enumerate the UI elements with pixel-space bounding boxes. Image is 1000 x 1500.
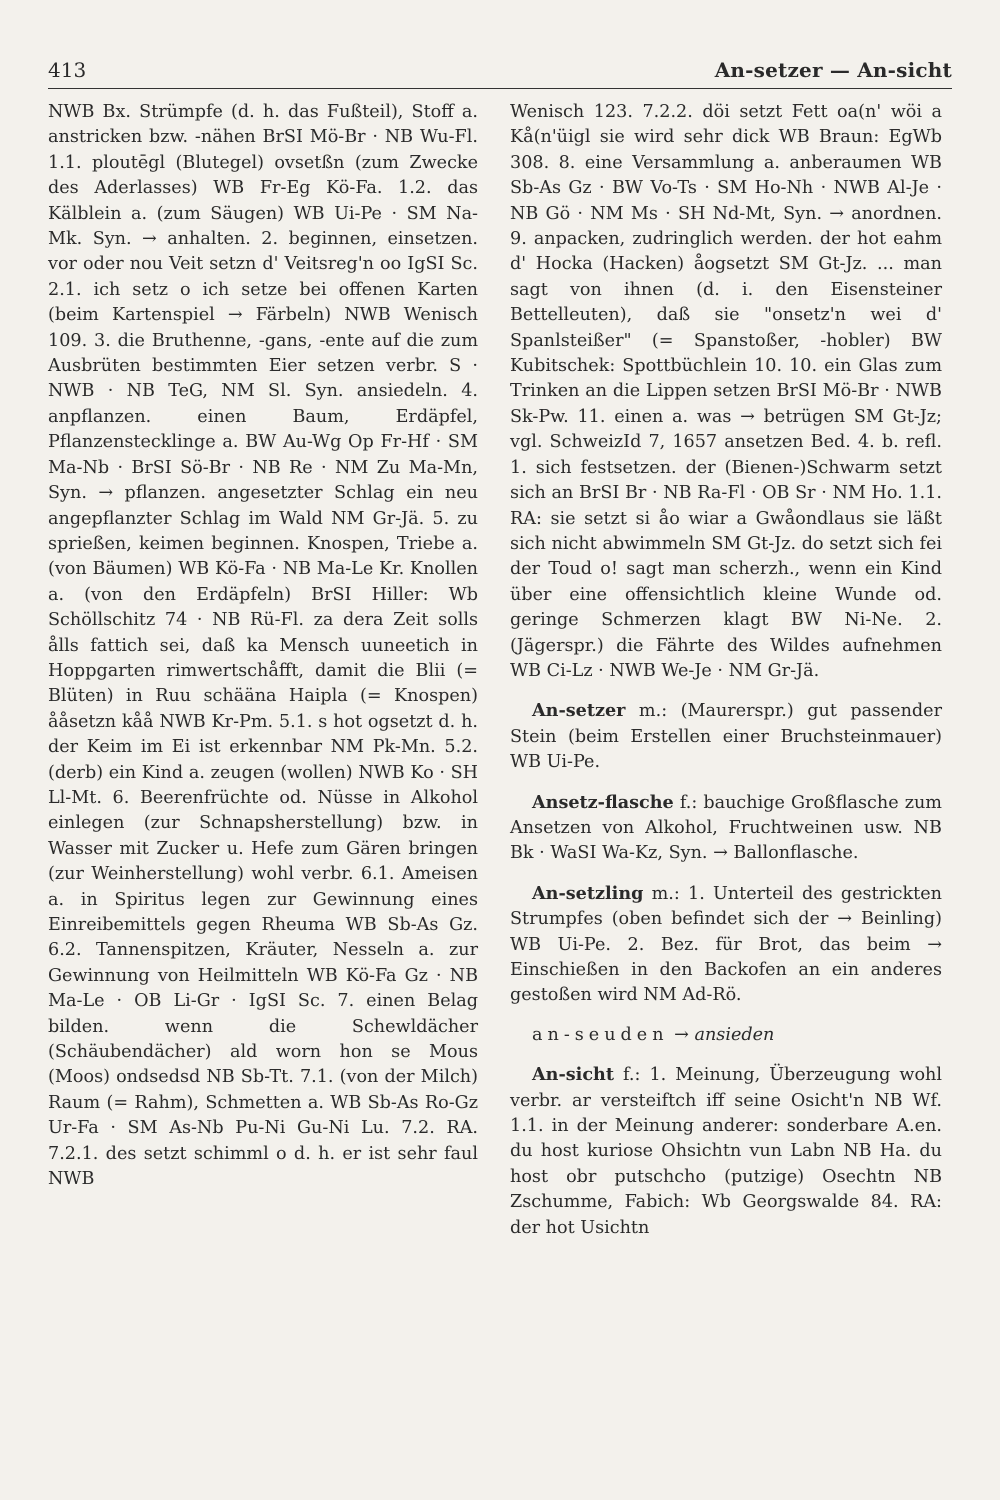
entry-body: → ansieden [668,1024,775,1045]
right-column-continuation: Wenisch 123. 7.2.2. döi setzt Fett oa(n' wöi a Kå(n'üigl sie wird sehr dick WB Braun: EgWb 308. 8. eine Versammlung a. anberaumen WB Sb-As Gz · BW Vo-Ts · SM Ho-Nh · NWB Al-Je · NB Gö · NM Ms · SH Nd-Mt, Syn. → anordnen. 9. anpacken, zudringlich werden. der hot eahm d' Hocka (Hacken) åogsetzt SM Gt-Jz. ... man sagt von ihnen (d. i. den Eisensteiner Bettelleuten), daß sie "onsetz'n wei d' Spanlsteißer" (= Spanstoßer, -hobler) BW Kubitschek: Spottbüchlein 10. 10. ein Glas zum Trinken an die Lippen setzen BrSI Mö-Br · NWB Sk-Pw. 11. einen a. was → betrügen SM Gt-Jz; vgl. SchweizId 7, 1657 ansetzen Bed. 4. b. refl. 1. sich festsetzen. der (Bienen-)Schwarm setzt sich an BrSI Br · NB Ra-Fl · OB Sr · NM Ho. 1.1. RA: sie setzt si åo wiar a Gwåondlaus sie läßt sich nicht abwimmeln SM Gt-Jz. do setzt sich fei der Toud o! sagt man scherzh., wenn ein Kind über eine offensichtlich kleine Wunde od. geringe Schmerzen klagt BW Ni-Ne. 2. (Jägerspr.) die Fährte des Wildes aufnehmen WB Ci-Lz · NWB We-Je · NM Gr-Jä. [510,102,942,681]
lemma: An-sicht [532,1064,614,1086]
lemma: An-setzling [532,882,644,904]
page-number: 413 [48,58,87,82]
entry-an-sicht [510,1062,942,1241]
entry-an-setzer [510,698,942,775]
left-column-text: NWB Bx. Strümpfe (d. h. das Fußteil), Stoff a. anstricken bzw. -nähen BrSI Mö-Br · NB Wu-Fl. 1.1. ploutēgl (Blutegel) ovsetßn (zum Zwecke des Aderlasses) WB Fr-Eg Kö-Fa. 1.2. das Kälblein a. (zum Säugen) WB Ui-Pe · SM Na-Mk. Syn. → anhalten. 2. beginnen, einsetzen. vor oder nou Veit setzn d' Veitsreg'n oo IgSI Sc. 2.1. ich setz o ich setze bei offenen Karten (beim Kartenspiel → Färbeln) NWB Wenisch 109. 3. die Bruthenne, -gans, -ente auf die zum Ausbrüten bestimmten Eier setzen verbr. S · NWB · NB TeG, NM Sl. Syn. ansiedeln. 4. anpflanzen. einen Baum, Erdäpfel, Pflanzenstecklinge a. BW Au-Wg Op Fr-Hf · SM Ma-Nb · BrSI Sö-Br · NB Re · NM Zu Ma-Mn, Syn. → pflanzen. angesetzter Schlag ein neu angepflanzter Schlag im Wald NM Gr-Jä. 5. zu sprießen, keimen beginnen. Knospen, Triebe a. (von Bäumen) WB Kö-Fa · NB Ma-Le Kr. Knollen a. (von den Erdäpfeln) BrSI Hiller: Wb Schöllschitz 74 · NB Rü-Fl. za dera Zeit solls ålls fattich sei, daß ka Mensch uuneetich in Hoppgarten rimwertschåfft, damit die Blii (= Blüten) in Ruu schääna Haipla (= Knospen) ååsetzn kåå NWB Kr-Pm. 5.1. s hot ogsetzt d. h. der Keim im Ei ist erkennbar NM Pk-Mn. 5.2. (derb) ein Kind a. zeugen (wollen) NWB Ko · SH Ll-Mt. 6. Beerenfrüchte od. Nüsse in Alkohol einlegen (zur Schnapsherstellung) bzw. in Wasser mit Zucker u. Hefe zum Gären bringen (zur Weinherstellung) wohl verbr. 6.1. Ameisen a. in Spiritus legen zur Gewinnung eines Einreibemittels gegen Rheuma WB Sb-As Gz. 6.2. Tannenspitzen, Kräuter, Nesseln a. zur Gewinnung von Heilmitteln WB Kö-Fa Gz · NB Ma-Le · OB Li-Gr · IgSI Sc. 7. einen Belag bilden. wenn die Schewldächer (Schäubendächer) ald worn hon se Mous (Moos) ondsedsd NB Sb-Tt. 7.1. (von der Milch) Raum (= Rahm), Schmetten a. WB Sb-As Ro-Gz Ur-Fa · SM As-Nb Pu-Ni Gu-Ni Lu. 7.2. RA. 7.2.1. des setzt schimml o d. h. er ist sehr faul NWB [48,102,478,1190]
page-header [48,58,952,89]
entry-an-seuden [510,1023,942,1048]
entry-body: m.: (Maurerspr.) gut passender Stein (beim Erstellen einer Bruchsteinmauer) WB Ui-Pe. [510,701,942,773]
lemma: Ansetz-flasche [532,791,674,813]
entry-body: m.: 1. Unterteil des gestrickten Strumpfes (oben befindet sich der → Beinling) WB Ui-Pe. 2. Bez. für Brot, das beim → Einschießen in den Backofen an ein anderes gestoßen wird NM Ad-Rö. [510,883,942,1006]
right-column [510,100,942,1241]
entry-body: f.: bauchige Großflasche zum Ansetzen von Alkohol, Fruchtweinen usw. NB Bk · WaSI Wa-Kz, Syn. → Ballonflasche. [510,792,942,864]
entry-an-setzling [510,881,942,1009]
entry-ansetz-flasche [510,790,942,867]
left-column [48,100,478,1192]
lemma: An-setzer [532,700,626,722]
entry-body: f.: 1. Meinung, Überzeugung wohl verbr. ar versteiftch iff seine Osicht'n NB Wf. 1.1. in der Meinung anderer: sonderbare A.en. du host kuriose Ohsichtn vun Labn NB Ha. du host obr putschcho (putzige) Osechtn NB Zschumme, Fabich: Wb Georgswalde 84. RA: der hot Usichtn [510,1065,942,1238]
lemma: an-seuden [532,1024,669,1045]
running-head: An-setzer — An-sicht [714,58,952,82]
